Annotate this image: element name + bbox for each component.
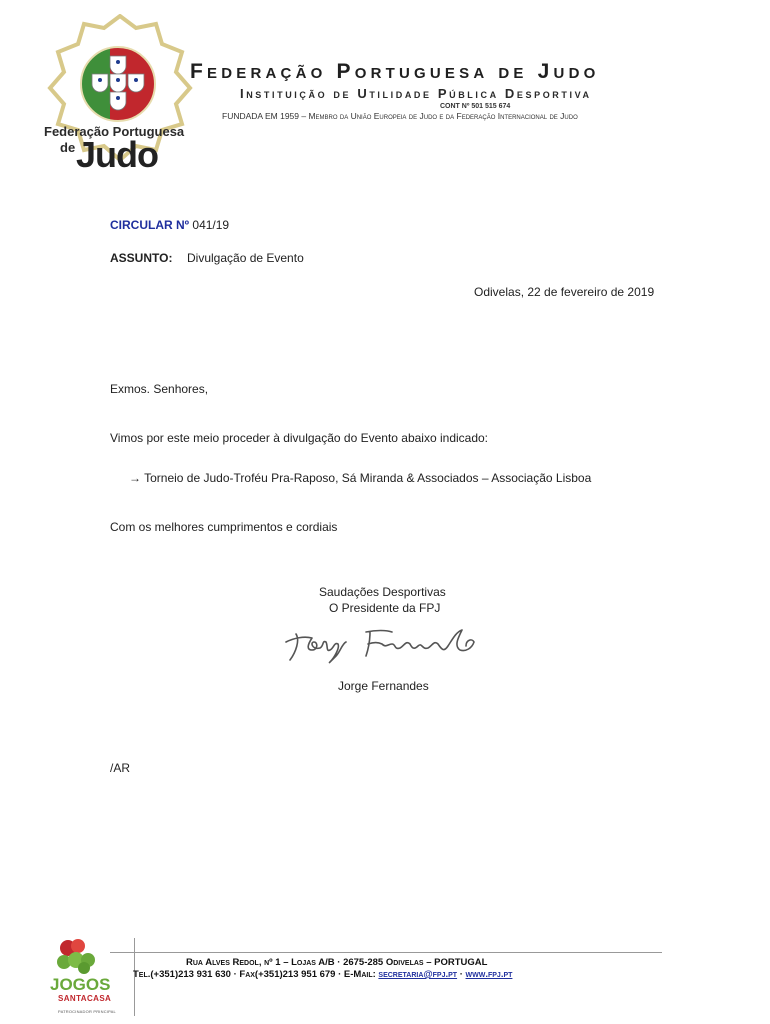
salutation: Saudações Desportivas bbox=[319, 585, 446, 599]
founded-line: FUNDADA EM 1959 – Membro da União Europeia de Judo e da Federação Internacional de Judo bbox=[222, 111, 578, 121]
subject-label: ASSUNTO: bbox=[110, 251, 173, 265]
footer-address: Rua Alves Redol, nº 1 – Lojas A/B · 2675-285 Odivelas – PORTUGAL bbox=[186, 957, 488, 968]
reference-initials: /AR bbox=[110, 761, 131, 775]
handwritten-signature-icon bbox=[282, 622, 490, 674]
website-link[interactable]: www.fpj.pt bbox=[465, 969, 513, 980]
tax-number: CONT Nº 501 515 674 bbox=[440, 103, 511, 110]
email-link[interactable]: secretaria@fpj.pt bbox=[378, 969, 458, 980]
sponsor-tagline: PATROCINADOR PRINCIPAL bbox=[58, 1009, 116, 1014]
footer-contact bbox=[133, 969, 512, 980]
sponsor-subname: SANTACASA bbox=[58, 994, 112, 1003]
federation-title: Federação Portuguesa de Judo bbox=[190, 60, 600, 83]
circular-line bbox=[110, 218, 229, 232]
logo-text-judo: Judo bbox=[76, 134, 158, 175]
footer-phone-fax: Tel.(+351)213 931 630 · Fax(+351)213 951 679 · E-Mail: bbox=[133, 969, 379, 980]
signer-role: O Presidente da FPJ bbox=[329, 601, 441, 615]
federation-subtitle: Instituição de Utilidade Pública Desportiva bbox=[240, 86, 592, 101]
footer-horizontal-divider bbox=[110, 952, 662, 953]
signer-name: Jorge Fernandes bbox=[338, 679, 429, 693]
footer-separator: · bbox=[457, 969, 466, 980]
logo-text-de: de bbox=[60, 140, 76, 155]
circular-number: 041/19 bbox=[192, 218, 230, 232]
closing-paragraph: Com os melhores cumprimentos e cordiais bbox=[110, 520, 338, 534]
greeting: Exmos. Senhores, bbox=[110, 382, 209, 396]
circular-label: CIRCULAR Nº bbox=[110, 218, 190, 232]
intro-paragraph: Vimos por este meio proceder à divulgação do Evento abaixo indicado: bbox=[110, 431, 489, 445]
sponsor-name: JOGOS bbox=[50, 975, 111, 994]
logo-text-line1: Federação Portuguesa bbox=[44, 124, 185, 139]
event-item: → Torneio de Judo-Troféu Pra-Raposo, Sá Miranda & Associados – Associação Lisboa bbox=[129, 471, 592, 485]
letter-date: Odivelas, 22 de fevereiro de 2019 bbox=[474, 285, 655, 299]
subject-value: Divulgação de Evento bbox=[187, 251, 304, 265]
